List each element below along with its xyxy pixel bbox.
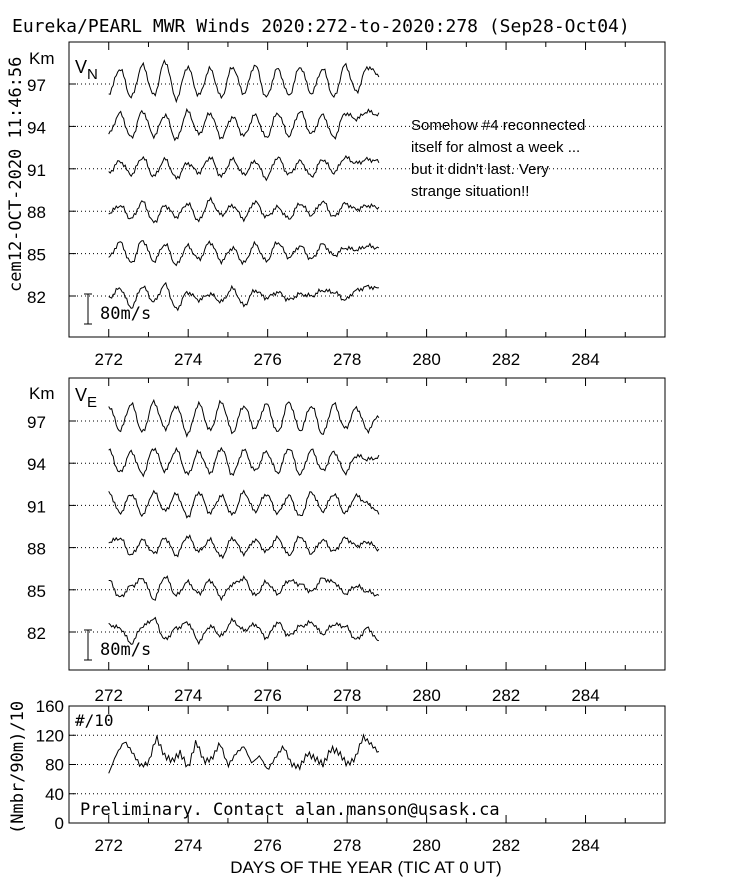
ve-panel <box>27 378 665 670</box>
counts-y-tick-label: 120 <box>35 726 64 746</box>
ve-y-tick-label: 85 <box>27 581 46 601</box>
vn-x-tick-label: 280 <box>412 350 441 369</box>
note-line-2: itself for almost a week ... <box>411 139 581 156</box>
counts-x-tick-label: 278 <box>332 836 362 855</box>
note-line-1: Somehow #4 reconnected <box>411 117 586 134</box>
counts-x-tick-label: 284 <box>571 836 600 855</box>
ve-x-tick-label: 282 <box>491 686 521 705</box>
ve-x-tick-label: 276 <box>253 686 282 705</box>
vn-panel <box>27 42 665 337</box>
ve-panel-title <box>75 385 97 411</box>
ve-x-tick-label: 284 <box>571 686 600 705</box>
vn-x-tick-label: 272 <box>94 350 123 369</box>
vn-series-line-94km <box>109 109 379 140</box>
side-timestamp-label: cem12-OCT-2020 11:46:56 <box>6 56 26 292</box>
x-axis-title: DAYS OF THE YEAR (TIC AT 0 UT) <box>230 858 502 877</box>
ve-series-line-91km <box>109 491 379 518</box>
counts-y-tick-label: 80 <box>45 755 64 775</box>
annotation-note <box>411 117 589 200</box>
note-line-4: strange situation!! <box>411 183 530 200</box>
counts-series-line <box>109 735 379 773</box>
ve-unit-label: Km <box>29 384 55 403</box>
ve-scale-bar-label: 80m/s <box>100 640 152 660</box>
vn-series-line-97km <box>109 61 379 102</box>
ve-y-tick-label: 94 <box>27 455 46 475</box>
ve-title-subscript: E <box>87 394 98 411</box>
ve-x-tick-label: 272 <box>94 686 123 705</box>
counts-x-tick-label: 280 <box>412 836 441 855</box>
vn-y-tick-label: 91 <box>27 160 46 180</box>
ve-y-tick-label: 88 <box>27 539 46 559</box>
ve-series-line-97km <box>109 400 379 436</box>
counts-y-tick-label: 0 <box>54 814 64 833</box>
vn-x-tick-label: 284 <box>571 350 600 369</box>
vn-y-tick-label: 97 <box>27 76 46 95</box>
vn-y-tick-label: 88 <box>27 203 46 223</box>
vn-scale-bar-label: 80m/s <box>100 304 152 324</box>
counts-y-axis-label: (Nmbr/90m)/10 <box>8 700 28 834</box>
counts-y-tick-label: 160 <box>35 697 64 716</box>
figure-title: Eureka/PEARL MWR Winds 2020:272-to-2020:278 (Sep28-Oct04) <box>12 16 630 37</box>
counts-x-tick-label: 282 <box>491 836 521 855</box>
counts-y-tick-label: 40 <box>45 784 64 804</box>
ve-series-line-94km <box>109 448 379 476</box>
counts-x-tick-label: 272 <box>94 836 123 855</box>
vn-x-tick-label: 274 <box>174 350 203 369</box>
note-line-3: but it didn't last. Very <box>411 161 549 178</box>
counts-panel <box>8 697 665 834</box>
vn-y-tick-label: 85 <box>27 245 46 265</box>
vn-series-line-91km <box>109 156 379 180</box>
vn-y-tick-label: 94 <box>27 118 46 138</box>
vn-y-tick-label: 82 <box>27 288 46 307</box>
counts-x-tick-label: 274 <box>174 836 203 855</box>
footer-text: Preliminary. Contact alan.manson@usask.ca <box>80 800 500 820</box>
ve-x-tick-label: 280 <box>412 686 441 705</box>
ve-y-tick-label: 97 <box>27 413 46 432</box>
vn-series-line-88km <box>109 198 379 223</box>
vn-x-tick-label: 278 <box>332 350 362 369</box>
counts-x-tick-label: 276 <box>253 836 282 855</box>
vn-title-subscript: N <box>87 66 98 83</box>
ve-series-line-88km <box>109 535 379 558</box>
ve-title-main: V <box>75 385 88 405</box>
ve-y-tick-label: 91 <box>27 497 46 517</box>
vn-x-tick-label: 282 <box>491 350 521 369</box>
vn-title-main: V <box>75 57 88 77</box>
ve-x-tick-label: 278 <box>332 686 362 705</box>
vn-series-line-85km <box>109 241 379 266</box>
vn-unit-label: Km <box>29 49 55 68</box>
vn-x-tick-label: 276 <box>253 350 282 369</box>
counts-panel-title: #/10 <box>75 711 114 730</box>
vn-panel-title <box>75 57 98 83</box>
ve-y-tick-label: 82 <box>27 624 46 643</box>
ve-series-line-85km <box>109 576 379 600</box>
ve-x-tick-label: 274 <box>174 686 203 705</box>
